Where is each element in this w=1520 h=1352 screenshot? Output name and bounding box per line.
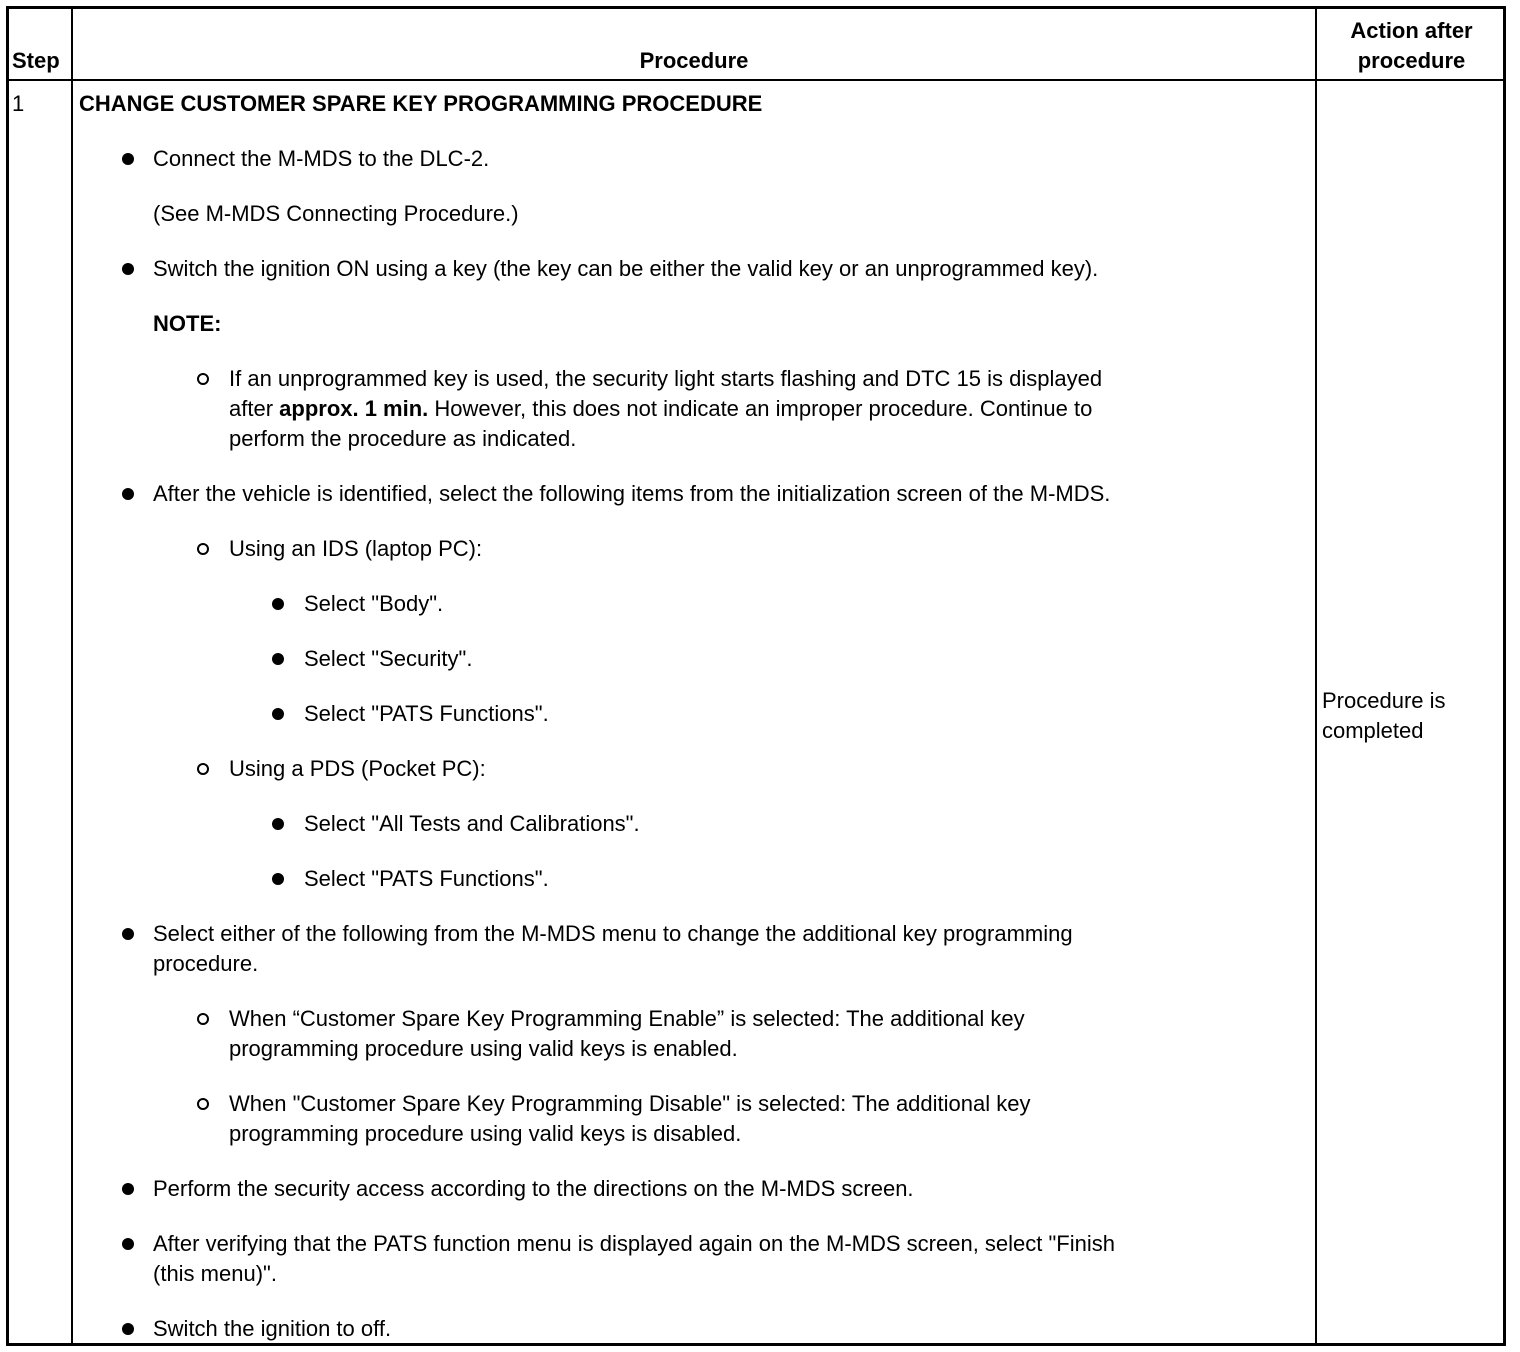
step-number: 1 (12, 91, 25, 116)
bullet-dot (272, 653, 284, 665)
note-line-2-emphasis: approx. 1 min. (279, 396, 429, 421)
bullet-dot (272, 598, 284, 610)
enable-line-1: When “Customer Spare Key Programming Enable” is selected: The additional key (229, 1006, 1025, 1031)
bullet-dot (122, 928, 134, 940)
ids-select-body: Select "Body". (304, 591, 444, 616)
header-step: Step (12, 48, 60, 73)
select-either-line-1: Select either of the following from the M-MDS menu to change the additional key programming (153, 921, 1073, 946)
action-line-1: Procedure is (1322, 688, 1446, 713)
finish-line-2: (this menu)". (153, 1261, 277, 1286)
action-line-2: completed (1322, 718, 1424, 743)
select-either-line-2: procedure. (153, 951, 259, 976)
disable-line-2: programming procedure using valid keys is disabled. (229, 1121, 742, 1146)
using-ids: Using an IDS (laptop PC): (229, 536, 483, 561)
column-divider-step (71, 9, 73, 1343)
enable-line-2: programming procedure using valid keys is enabled. (229, 1036, 738, 1061)
column-divider-action (1315, 9, 1317, 1343)
disable-line-1: When "Customer Spare Key Programming Disable" is selected: The additional key (229, 1091, 1031, 1116)
bullet-dot (122, 263, 134, 275)
bullet-dot (122, 153, 134, 165)
note-line-3: perform the procedure as indicated. (229, 426, 577, 451)
note-line-1: If an unprogrammed key is used, the security light starts flashing and DTC 15 is displayed (229, 366, 1103, 391)
procedure-table (6, 6, 1506, 1346)
bullet-dot (122, 1323, 134, 1335)
note-line-2-prefix: after (229, 396, 280, 421)
bullet-dot (122, 1183, 134, 1195)
header-procedure: Procedure (639, 48, 749, 73)
using-pds: Using a PDS (Pocket PC): (229, 756, 486, 781)
step-see-reference: (See M-MDS Connecting Procedure.) (153, 201, 519, 226)
note-line-2 (229, 394, 1092, 424)
bullet-dot (122, 488, 134, 500)
bullet-circle (197, 763, 209, 775)
step-security-access: Perform the security access according to the directions on the M-MDS screen. (153, 1176, 914, 1201)
bullet-dot (272, 708, 284, 720)
bullet-dot (122, 1238, 134, 1250)
step-connect: Connect the M-MDS to the DLC-2. (153, 146, 490, 171)
note-line-2-suffix: However, this does not indicate an improper procedure. Continue to (428, 396, 1093, 421)
step-switch-off: Switch the ignition to off. (153, 1316, 392, 1341)
pds-select-all: Select "All Tests and Calibrations". (304, 811, 640, 836)
step-after-identified: After the vehicle is identified, select the following items from the initialization screen of the M-MDS. (153, 481, 1111, 506)
bullet-circle (197, 1098, 209, 1110)
bullet-circle (197, 373, 209, 385)
ids-select-pats: Select "PATS Functions". (304, 701, 549, 726)
bullet-dot (272, 818, 284, 830)
ids-select-security: Select "Security". (304, 646, 473, 671)
note-label: NOTE: (153, 311, 222, 336)
header-action-line1: Action after (1350, 18, 1473, 43)
bullet-dot (272, 873, 284, 885)
procedure-title: CHANGE CUSTOMER SPARE KEY PROGRAMMING PROCEDURE (79, 91, 763, 116)
bullet-circle (197, 1013, 209, 1025)
finish-line-1: After verifying that the PATS function menu is displayed again on the M-MDS screen, select "Finish (153, 1231, 1115, 1256)
pds-select-pats: Select "PATS Functions". (304, 866, 549, 891)
step-switch-on: Switch the ignition ON using a key (the key can be either the valid key or an unprogrammed key). (153, 256, 1099, 281)
header-action-line2: procedure (1357, 48, 1466, 73)
header-divider (9, 79, 1503, 81)
bullet-circle (197, 543, 209, 555)
